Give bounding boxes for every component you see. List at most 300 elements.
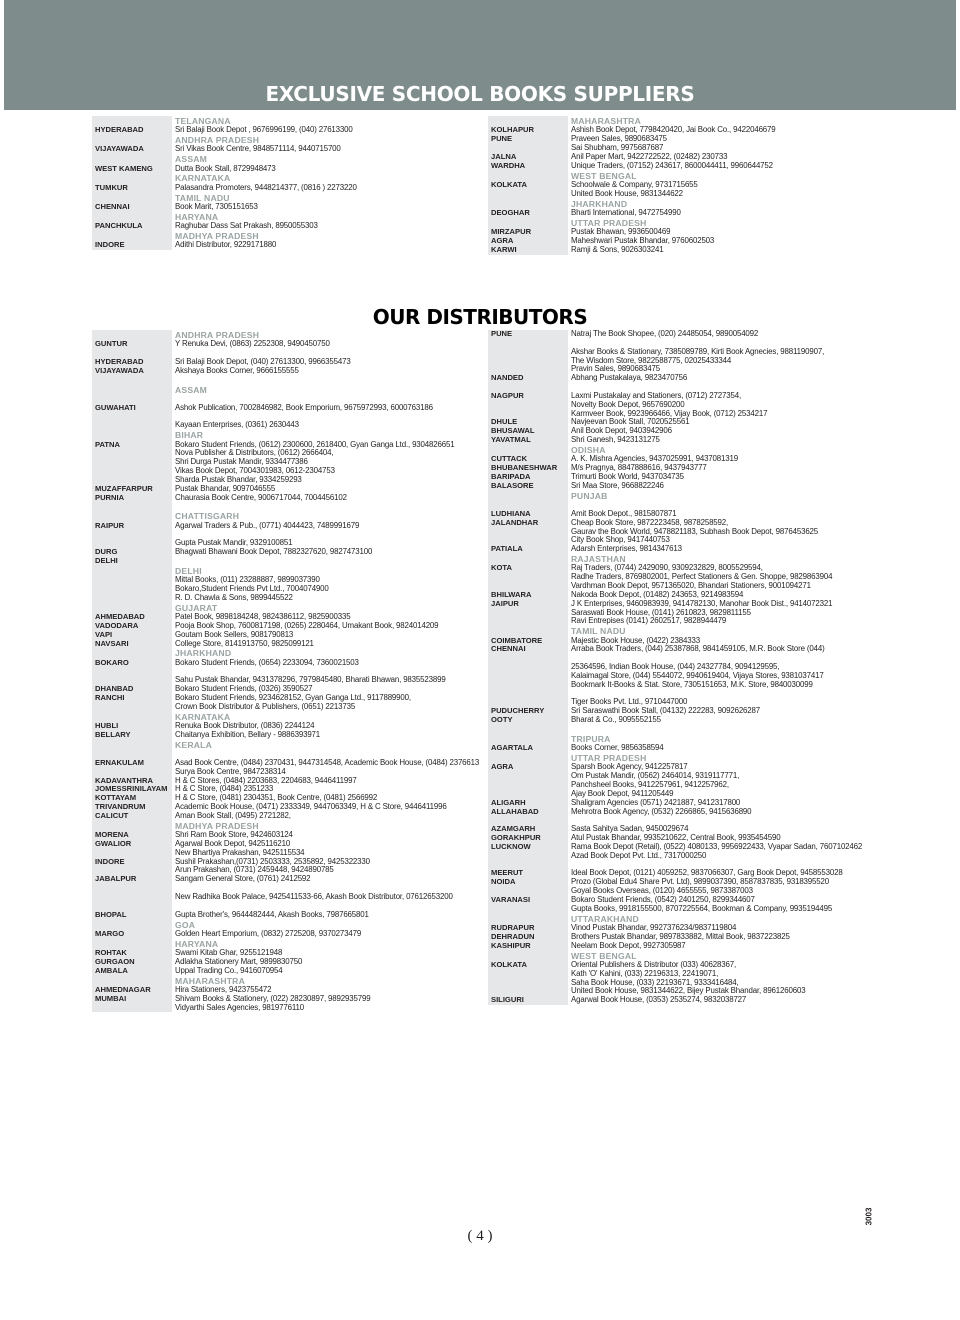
dealer-details: Bokaro Student Friends, (0612) 2300600, 2618400, Gyan Ganga Ltd., 9304826651 bbox=[175, 439, 455, 449]
distributors-left-column bbox=[92, 330, 480, 1012]
dealer-entry bbox=[92, 421, 480, 430]
city-name: JAIPUR bbox=[491, 599, 519, 608]
city-name: KASHIPUR bbox=[491, 941, 531, 950]
city-name: AGRA bbox=[491, 236, 514, 245]
city-name: LUCKNOW bbox=[491, 842, 531, 851]
dealer-details: Anil Book Depot, 9403942906 bbox=[571, 426, 672, 436]
city-name: BHUBANESHWAR bbox=[491, 464, 558, 473]
dealer-entry bbox=[92, 502, 480, 511]
dealer-entry bbox=[488, 190, 876, 199]
dealer-entry bbox=[92, 958, 480, 967]
city-name: BALASORE bbox=[491, 481, 534, 490]
dealer-entry bbox=[92, 1004, 480, 1013]
dealer-details: H & C Store, (0481) 2304351, Book Centre, (0481) 2566992 bbox=[175, 793, 378, 803]
dealer-entry bbox=[92, 875, 480, 884]
state-heading: ASSAM bbox=[175, 154, 208, 165]
dealer-details: Atul Pustak Bhandar, 9935210622, Central Book, 9935454590 bbox=[571, 833, 781, 843]
dealer-entry bbox=[92, 930, 480, 939]
dealer-details: Aman Book Stall, (0495) 2721282, bbox=[175, 810, 291, 820]
dealer-entry bbox=[92, 812, 480, 821]
city-name: KOTTAYAM bbox=[95, 794, 137, 803]
dealer-details: Karmveer Book, 9923966466, Vijay Book, (0712) 2534217 bbox=[571, 408, 768, 418]
dealer-details: Ashish Book Depot, 7798420420, Jai Book Co., 9422046679 bbox=[571, 125, 776, 135]
dealer-details: Shri Ganesh, 9423131275 bbox=[571, 435, 660, 445]
city-name: MUMBAI bbox=[95, 994, 127, 1003]
city-name: VIJAYAWADA bbox=[95, 366, 144, 375]
dealer-details: Nova Publisher & Distributors, (0612) 2666404, bbox=[175, 448, 334, 458]
dealer-details: Academic Book House, (0471) 2333349, 9447063349, H & C Store, 9446411996 bbox=[175, 802, 447, 812]
dealer-entry bbox=[92, 640, 480, 649]
dealer-details: Bhagwati Bhawani Book Depot, 7882327620, 9827473100 bbox=[175, 547, 373, 557]
city-name: PURNIA bbox=[95, 493, 125, 502]
dealer-details: Pravin Sales, 9890683475 bbox=[571, 364, 660, 374]
suppliers-right-column bbox=[488, 116, 876, 255]
city-name: MORENA bbox=[95, 831, 129, 840]
state-heading: DELHI bbox=[175, 565, 202, 576]
dealer-details: Renuka Book Distributor, (0836) 2244124 bbox=[175, 721, 315, 731]
dealer-entry bbox=[92, 659, 480, 668]
dealer-details: Rama Book Depot (Retail), (0522) 4080133, 9956922433, Vyapar Sadan, 7607102462 Azad Book Depot Pvt. Ltd., 7317000250 bbox=[571, 841, 863, 860]
dealer-details: Dutta Book Stall, 8729948473 bbox=[175, 163, 276, 173]
dealer-details: Arraba Book Traders, (044) 25387868, 9841459105, M.R. Book Store (044) bbox=[571, 644, 825, 654]
dealer-entry bbox=[92, 203, 480, 212]
dealer-details: Ideal Book Depot, (0121) 4059252, 9837066307, Garg Book Depot, 9458553028 bbox=[571, 868, 843, 878]
city-name: AHMEDABAD bbox=[95, 612, 145, 621]
city-name: VADODARA bbox=[95, 621, 139, 630]
city-name: JALNA bbox=[491, 152, 517, 161]
dealer-entry bbox=[92, 145, 480, 154]
state-heading: BIHAR bbox=[175, 430, 204, 441]
dealer-entry bbox=[92, 548, 480, 557]
city-name: BOKARO bbox=[95, 658, 129, 667]
city-name: AMBALA bbox=[95, 966, 128, 975]
dealer-details: Sri Saraswathi Book Stall, (04132) 222283, 9092626287 bbox=[571, 706, 761, 716]
dealer-entry bbox=[488, 330, 876, 339]
city-name: AGRA bbox=[491, 763, 514, 772]
city-name: NANDED bbox=[491, 374, 524, 383]
state-heading: MAHARASHTRA bbox=[571, 116, 641, 126]
dealer-details: Ramji & Sons, 9026303241 bbox=[571, 244, 664, 254]
dealer-details: Sangam General Store, (0761) 2412592 bbox=[175, 874, 311, 884]
dealer-details: Ajay Book Depot, 9411205449 bbox=[571, 788, 674, 798]
city-name: DELHI bbox=[95, 556, 118, 565]
dealer-entry bbox=[92, 126, 480, 135]
dealer-details: Pooja Book Shop, 7600817198, (0265) 2280464, Umakant Book, 9824014209 bbox=[175, 620, 439, 630]
dealer-details: Shaligram Agencies (0571) 2421887, 9412317800 bbox=[571, 797, 741, 807]
city-name: CHENNAI bbox=[95, 202, 130, 211]
dealer-details: Bookmark It-Books & Stat. Store, 7305151653, M.K. Store, 9840030099 bbox=[571, 679, 813, 689]
dealer-entry bbox=[488, 942, 876, 951]
city-name: LUDHIANA bbox=[491, 509, 531, 518]
dealer-entry bbox=[488, 209, 876, 218]
city-name: ALIGARH bbox=[491, 798, 526, 807]
dealer-details: Sri Balaji Book Depot, (040) 27613300, 9966355473 bbox=[175, 357, 351, 366]
city-name: BHILWARA bbox=[491, 590, 532, 599]
dealer-entry bbox=[488, 896, 876, 914]
header-banner bbox=[4, 0, 956, 110]
dealer-entry bbox=[92, 367, 480, 376]
dealer-entry bbox=[488, 645, 876, 654]
dealer-details: Trimurti Book World, 9437034735 bbox=[571, 471, 684, 481]
state-heading: ASSAM bbox=[175, 384, 208, 395]
dealer-details: Om Pustak Mandir, (0562) 2464014, 9319117771, bbox=[571, 771, 740, 781]
state-heading: UTTARAKHAND bbox=[571, 913, 639, 924]
city-name: KOLHAPUR bbox=[491, 126, 535, 135]
dealer-entry bbox=[92, 777, 480, 786]
dealer-details: Vinod Pustak Bhandar, 9927376234/9837119804 bbox=[571, 922, 737, 932]
dealer-details: Uppal Trading Co., 9416070954 bbox=[175, 965, 283, 975]
dealer-details: Adithi Distributor, 9229171880 bbox=[175, 240, 277, 250]
city-name: RANCHI bbox=[95, 694, 125, 703]
dealer-details: Kayaan Enterprises, (0361) 2630443 bbox=[175, 420, 299, 430]
state-heading: WEST BENGAL bbox=[571, 950, 637, 961]
dealer-details: Bharti International, 9472754990 bbox=[571, 207, 681, 217]
city-name: JOMESSRINILAYAM bbox=[95, 785, 168, 794]
dealer-details: Hira Stationers, 9423755472 bbox=[175, 984, 272, 994]
city-name: HUBLI bbox=[95, 722, 119, 731]
dealer-entry bbox=[488, 725, 876, 734]
dealer-entry bbox=[92, 594, 480, 603]
state-heading: KARNATAKA bbox=[175, 711, 231, 722]
dealer-entry bbox=[92, 522, 480, 531]
dealer-entry bbox=[92, 694, 480, 712]
state-heading: RAJASTHAN bbox=[571, 554, 626, 565]
state-heading: TAMIL NADU bbox=[571, 626, 626, 637]
state-heading: HARYANA bbox=[175, 211, 219, 222]
city-name: VARANASI bbox=[491, 895, 531, 904]
dealer-entry bbox=[488, 843, 876, 861]
city-name: TUMKUR bbox=[95, 183, 128, 192]
dealer-details: Praveen Sales, 9890683475 bbox=[571, 134, 667, 144]
state-heading: JHARKHAND bbox=[175, 648, 232, 659]
city-name: WEST KAMENG bbox=[95, 164, 153, 173]
dealer-entry bbox=[488, 237, 876, 246]
dealer-details bbox=[172, 502, 480, 511]
dealer-details: Akshar Books & Stationary, 7385089789, Kirti Book Agnecies, 9881190907, The Wisdom Store, 9822588775, 02025433344 bbox=[571, 346, 825, 365]
dealer-entry bbox=[488, 374, 876, 383]
dealer-details: Akshaya Books Corner, 9666155555 bbox=[175, 365, 299, 375]
dealer-entry bbox=[488, 600, 876, 618]
dealer-entry bbox=[92, 557, 480, 566]
print-code: 3003 bbox=[864, 1207, 874, 1226]
dealer-details: Vidyarthi Sales Agencies, 9819776110 bbox=[175, 1002, 304, 1012]
city-name: MARGO bbox=[95, 929, 125, 938]
city-name: BELLARY bbox=[95, 730, 131, 739]
city-name: HYDERABAD bbox=[95, 358, 144, 366]
dealer-entry bbox=[488, 707, 876, 716]
dealer-entry bbox=[488, 878, 876, 896]
dealer-entry bbox=[488, 126, 876, 135]
dealer-details: Navjeevan Book Stall, 7020525561 bbox=[571, 417, 690, 427]
dealer-details: Asad Book Centre, (0484) 2370431, 9447314548, Academic Book House, (0484) 2376613 bbox=[175, 757, 480, 767]
suppliers-left-column bbox=[92, 116, 480, 250]
dealer-entry bbox=[488, 716, 876, 725]
dealer-details: Sri Maa Store, 9668822246 bbox=[571, 480, 664, 490]
dealer-details: Prozo (Global Edu4 Share Pvt. Ltd), 9899037390, 8587837835, 9318395520 Goyal Books Overseas, (0120) 4655555, 9873387003 bbox=[571, 877, 829, 896]
dealer-entry bbox=[488, 436, 876, 445]
city-name: SILIGURI bbox=[491, 996, 524, 1005]
dealer-entry bbox=[92, 165, 480, 174]
dealer-details: Bokaro Student Friends, (0542) 2401250, 8299344607 Gupta Books, 9918155500, 8707225564, Bookman & Company, 9935194495 bbox=[571, 894, 833, 913]
dealer-details: Maheshwari Pustak Bhandar, 9760602503 bbox=[571, 235, 715, 245]
dealer-details: Panchsheel Books, 9412257961, 9412257962, bbox=[571, 780, 729, 789]
city-name: YAVATMAL bbox=[491, 436, 531, 445]
dealer-entry bbox=[92, 184, 480, 193]
dealer-details: Agarwal Traders & Pub., (0771) 4044423, 7489991679 bbox=[175, 520, 360, 530]
dealer-details: Unique Traders, (07152) 243617, 8600044411, 9960644752 bbox=[571, 160, 773, 170]
dealer-details: Bokaro Student Friends, 9234628152, Gyan Ganga Ltd., 9117889900, Crown Book Distributor & Publishers, (0651) 2213735 bbox=[175, 693, 411, 711]
dealer-details: Arun Prakashan, (0731) 2459448, 9424890785 bbox=[175, 865, 334, 875]
city-name: AHMEDNAGAR bbox=[95, 985, 151, 994]
dealer-details: Mittal Books, (011) 23288887, 9899037390 bbox=[175, 575, 320, 585]
city-name: CHENNAI bbox=[491, 645, 526, 654]
dealer-details: Chaitanya Exhibition, Bellary - 9886393971 bbox=[175, 729, 321, 739]
state-heading: KARNATAKA bbox=[175, 173, 231, 184]
dealer-details bbox=[172, 376, 480, 385]
state-heading: UTTAR PRADESH bbox=[571, 753, 647, 763]
dealer-details: Oriental Publishers & Distributor (033) 40628367, Kath 'O' Kahini, (033) 22196313, 22419071, Saha Book House, (033) 22193671, 9333416484, United Book House, 9831344622, Bijey Pustak Bhandar, 8961260603 bbox=[571, 959, 806, 996]
dealer-entry bbox=[92, 731, 480, 740]
dealer-entry bbox=[92, 893, 480, 902]
dealer-details: Adarsh Enterprises, 9814347613 bbox=[571, 544, 682, 554]
city-name: TRIVANDRUM bbox=[95, 803, 146, 812]
city-name: GUNTUR bbox=[95, 340, 128, 349]
city-name: CUTTACK bbox=[491, 455, 528, 464]
city-name: ROHTAK bbox=[95, 949, 127, 957]
state-heading: TELANGANA bbox=[175, 116, 231, 126]
city-name: GUWAHATI bbox=[95, 403, 136, 412]
city-name: KARWI bbox=[491, 245, 517, 254]
city-name: DURG bbox=[95, 548, 118, 557]
dealer-entry bbox=[488, 519, 876, 546]
dealer-details: H & C Store, (0484) 2351233 bbox=[175, 784, 274, 794]
dealer-entry bbox=[488, 392, 876, 410]
city-name: RUDRAPUR bbox=[491, 923, 535, 932]
state-heading: ANDHRA PRADESH bbox=[175, 330, 260, 340]
dealer-details: 25364596, Indian Book House, (044) 24327784, 9094129595, bbox=[571, 662, 780, 672]
city-name: INDORE bbox=[95, 241, 125, 250]
dealer-details: Books Corner, 9856358594 bbox=[571, 743, 664, 753]
dealer-details: Shri Ram Book Store, 9424603124 bbox=[175, 830, 293, 840]
dealer-entry bbox=[488, 744, 876, 753]
city-name: COIMBATORE bbox=[491, 636, 543, 645]
dealer-details: Palasandra Promoters, 9448214377, (0816 ) 2273220 bbox=[175, 182, 357, 192]
city-name: PUDUCHERRY bbox=[491, 707, 545, 716]
state-heading: UTTAR PRADESH bbox=[571, 217, 647, 228]
dealer-details: Ashok Publication, 7002846982, Book Emporium, 9675972993, 6000763186 bbox=[175, 402, 433, 412]
state-heading: KERALA bbox=[175, 739, 213, 750]
city-name: AZAMGARH bbox=[491, 825, 536, 834]
dealer-details: Gupta Pustak Mandir, 9329100851 bbox=[175, 538, 293, 548]
distributors-section bbox=[92, 330, 868, 1218]
city-name: ERNAKULAM bbox=[95, 758, 144, 767]
dealer-entry bbox=[488, 427, 876, 436]
dealer-details bbox=[568, 725, 876, 734]
state-heading: TRIPURA bbox=[571, 733, 611, 744]
dealer-details: Gupta Brother's, 9644482444, Akash Books, 7987665801 bbox=[175, 909, 369, 919]
dealer-details: M/s Pragnya, 8847888616, 9437943777 bbox=[571, 463, 707, 473]
dealer-details: Vardhman Book Depot, 9571365020, Bhandari Stationers, 9001094271 bbox=[571, 581, 811, 591]
dealer-details: New Bhartiya Prakashan, 9425115534 bbox=[175, 847, 305, 857]
dealer-details: Book Marit, 7305151653 bbox=[175, 201, 258, 211]
dealer-details: Raj Traders, (0744) 2429090, 9309232829, 8005529594, Radhe Traders, 8769802001, Perfect Stationers & Gen. Shoppe, 9829863904 bbox=[571, 563, 833, 582]
city-name: DHULE bbox=[491, 418, 518, 427]
city-name: JALANDHAR bbox=[491, 518, 539, 527]
city-name: MIRZAPUR bbox=[491, 228, 532, 236]
dealer-details: Bharat & Co., 9095552155 bbox=[571, 715, 661, 725]
dealer-entry bbox=[488, 681, 876, 690]
dealer-entry bbox=[488, 135, 876, 144]
page-number: ( 4 ) bbox=[467, 1228, 493, 1244]
dealer-details: Abhang Pustakalaya, 9823470756 bbox=[571, 373, 688, 383]
dealer-details: Bokaro,Student Friends Pvt Ltd., 7004074900 bbox=[175, 583, 329, 593]
city-name: MUZAFFARPUR bbox=[95, 484, 153, 493]
dealer-details: Brothers Pustak Bhandar, 9897833882, Mittal Book, 9837223825 bbox=[571, 931, 790, 941]
state-heading: HARYANA bbox=[175, 938, 219, 949]
dealer-details: Patel Book, 9898184248, 9824386112, 9825900335 bbox=[175, 611, 351, 621]
dealer-details: Shivam Books & Stationery, (022) 28230897, 9892935799 bbox=[175, 993, 371, 1003]
city-name: NAGPUR bbox=[491, 391, 524, 400]
dealer-details: Sparsh Book Agency, 9412257817 bbox=[571, 762, 688, 772]
city-name: PUNE bbox=[491, 330, 513, 338]
dealer-entry bbox=[92, 494, 480, 503]
dealer-entry bbox=[488, 348, 876, 366]
dealer-details: Laxmi Pustakalay and Stationers, (0712) 2727354, Novelty Book Depot, 9657690200 bbox=[571, 390, 742, 409]
dealer-details: R. D. Chawla & Sons, 9899445522 bbox=[175, 592, 293, 602]
dealer-details: Natraj The Book Shopee, (020) 24485054, 9890054092 bbox=[571, 329, 759, 338]
city-name: KOLKATA bbox=[491, 180, 527, 189]
state-heading: PUNJAB bbox=[571, 490, 608, 501]
dealer-details: Mehrotra Book Agency, (0532) 2266865, 9415636890 bbox=[571, 806, 752, 816]
dealer-details: Ravi Entrepises (0141) 2602517, 9828944479 bbox=[571, 616, 727, 626]
dealer-details: Sri Vikas Book Centre, 9848571114, 9440715700 bbox=[175, 144, 341, 154]
dealer-details: Adlakha Stationery Mart, 9899830750 bbox=[175, 956, 303, 966]
state-heading: GUJARAT bbox=[175, 602, 218, 613]
dealer-entry bbox=[92, 476, 480, 485]
dealer-entry bbox=[92, 340, 480, 349]
dealer-details: Goutam Book Sellers, 9081790813 bbox=[175, 629, 294, 639]
city-name: JABALPUR bbox=[95, 875, 137, 884]
city-name: GURGAON bbox=[95, 957, 135, 966]
city-name: RAIPUR bbox=[95, 521, 125, 530]
dealer-details: College Store, 8141913750, 9825099121 bbox=[175, 638, 314, 648]
state-heading: TAMIL NADU bbox=[175, 192, 230, 203]
state-heading: GOA bbox=[175, 919, 196, 930]
dealer-entry bbox=[488, 564, 876, 582]
dealer-details: Swami Kitab Ghar, 9255121948 bbox=[175, 948, 283, 957]
city-name: BHOPAL bbox=[95, 910, 127, 919]
dealer-details: Kalaimagal Store, (044) 5544072, 9940619404, Vijaya Stores, 9381037417 bbox=[571, 670, 824, 680]
state-heading: CHATTISGARH bbox=[175, 511, 240, 522]
dealer-details: Anil Paper Mart, 9422722522, (02482) 230733 bbox=[571, 151, 728, 161]
dealer-details: Sahu Pustak Bhandar, 9431378296, 7979845480, Bharati Bhawan, 9835523899 bbox=[175, 675, 446, 685]
dealer-details: Tiger Books Pvt. Ltd., 9710447000 bbox=[571, 697, 688, 707]
dealer-entry bbox=[488, 808, 876, 817]
city-name: BHUSAWAL bbox=[491, 427, 535, 436]
state-heading: MADHYA PRADESH bbox=[175, 820, 259, 831]
city-name: PUNE bbox=[491, 135, 513, 144]
city-name: NOIDA bbox=[491, 878, 516, 887]
dealer-entry bbox=[488, 961, 876, 996]
dealer-details: Pustak Bhawan, 9936500469 bbox=[571, 227, 671, 236]
dealer-details: Bokaro Student Friends, (0326) 3590527 bbox=[175, 684, 313, 694]
distributors-right-column bbox=[488, 330, 876, 1005]
dealer-entry bbox=[92, 241, 480, 250]
city-name: CALICUT bbox=[95, 811, 129, 820]
dealer-entry bbox=[92, 222, 480, 231]
dealer-details: H & C Stores, (0484) 2203683, 2204683, 9446411997 bbox=[175, 775, 357, 785]
city-name: AGARTALA bbox=[491, 744, 534, 753]
dealer-details: Sharda Pustak Bhandar, 9334259293 bbox=[175, 474, 302, 484]
city-name: INDORE bbox=[95, 857, 125, 866]
dealer-details: Amit Book Depot., 9815807871 bbox=[571, 508, 677, 518]
suppliers-section bbox=[92, 116, 868, 304]
state-heading: ANDHRA PRADESH bbox=[175, 135, 260, 146]
city-name: HYDERABAD bbox=[95, 126, 144, 135]
dealer-entry bbox=[92, 376, 480, 385]
dealer-entry bbox=[92, 404, 480, 413]
dealer-entry bbox=[488, 473, 876, 482]
dealer-details: United Book House, 9831344622 bbox=[571, 188, 683, 198]
city-name: VAPI bbox=[95, 630, 113, 639]
city-name: VIJAYAWADA bbox=[95, 145, 144, 154]
state-heading: MAHARASHTRA bbox=[175, 975, 245, 986]
dealer-entry bbox=[488, 482, 876, 491]
dealer-details: Raghubar Dass Sat Prakash, 8950055303 bbox=[175, 221, 318, 231]
dealer-entry bbox=[92, 759, 480, 768]
dealer-details: Golden Heart Emporium, (0832) 2725208, 9370273479 bbox=[175, 928, 362, 938]
dealer-entry bbox=[92, 967, 480, 976]
city-name: BARIPADA bbox=[491, 472, 531, 481]
city-name: DEOGHAR bbox=[491, 208, 530, 217]
dealer-entry bbox=[488, 781, 876, 790]
city-name: OOTY bbox=[491, 716, 513, 725]
city-name: WARDHA bbox=[491, 161, 526, 170]
dealer-details: New Radhika Book Palace, 9425411533-66, Akash Book Distributor, 07612653200 bbox=[175, 892, 453, 901]
dealer-details: Pustak Bhandar, 9097046555 bbox=[175, 483, 276, 493]
city-name: DHANBAD bbox=[95, 685, 134, 694]
dealer-entry bbox=[488, 162, 876, 171]
city-name: ALLAHABAD bbox=[491, 807, 539, 816]
city-name: GWALIOR bbox=[95, 839, 132, 848]
city-name: DEHRADUN bbox=[491, 932, 535, 941]
dealer-details: Sai Shubham, 9975687687 bbox=[571, 143, 664, 152]
dealer-entry bbox=[488, 246, 876, 255]
city-name: KOTA bbox=[491, 564, 512, 573]
dealer-details: Chaurasia Book Centre, 9006717044, 7004456102 bbox=[175, 492, 347, 502]
dealer-details: Shri Durga Pustak Mandir, 9334477386 bbox=[175, 457, 308, 467]
page-title: EXCLUSIVE SCHOOL BOOKS SUPPLIERS bbox=[265, 82, 695, 106]
city-name: GORAKHPUR bbox=[491, 834, 541, 843]
dealer-details: Schoolwale & Company, 9731715655 bbox=[571, 179, 698, 189]
dealer-entry bbox=[488, 617, 876, 626]
dealer-details: Majestic Book House, (0422) 2384333 bbox=[571, 635, 700, 645]
dealer-entry bbox=[488, 996, 876, 1005]
dealer-entry bbox=[92, 911, 480, 920]
city-name: PATNA bbox=[95, 440, 121, 449]
dealer-details: Agarwal Book House, (0353) 2535274, 9832038727 bbox=[571, 995, 747, 1005]
dealer-details: Nakoda Book Depot, (01482) 243653, 9214983594 bbox=[571, 589, 744, 599]
state-heading: MADHYA PRADESH bbox=[175, 230, 259, 241]
dealer-entry bbox=[488, 501, 876, 510]
dealer-details: Bokaro Student Friends, (0654) 2233094, 7360021503 bbox=[175, 657, 359, 667]
dealer-details: Neelam Book Depot, 9927305987 bbox=[571, 940, 686, 950]
dealer-details bbox=[172, 557, 480, 566]
dealer-details: Sushil Prakashan,(0731) 2503333, 2535892, 9425322330 bbox=[175, 856, 370, 866]
dealer-entry bbox=[488, 418, 876, 427]
dealer-details: Surya Book Centre, 9847238314 bbox=[175, 766, 286, 776]
city-name: KADAVANTHRA bbox=[95, 776, 153, 785]
